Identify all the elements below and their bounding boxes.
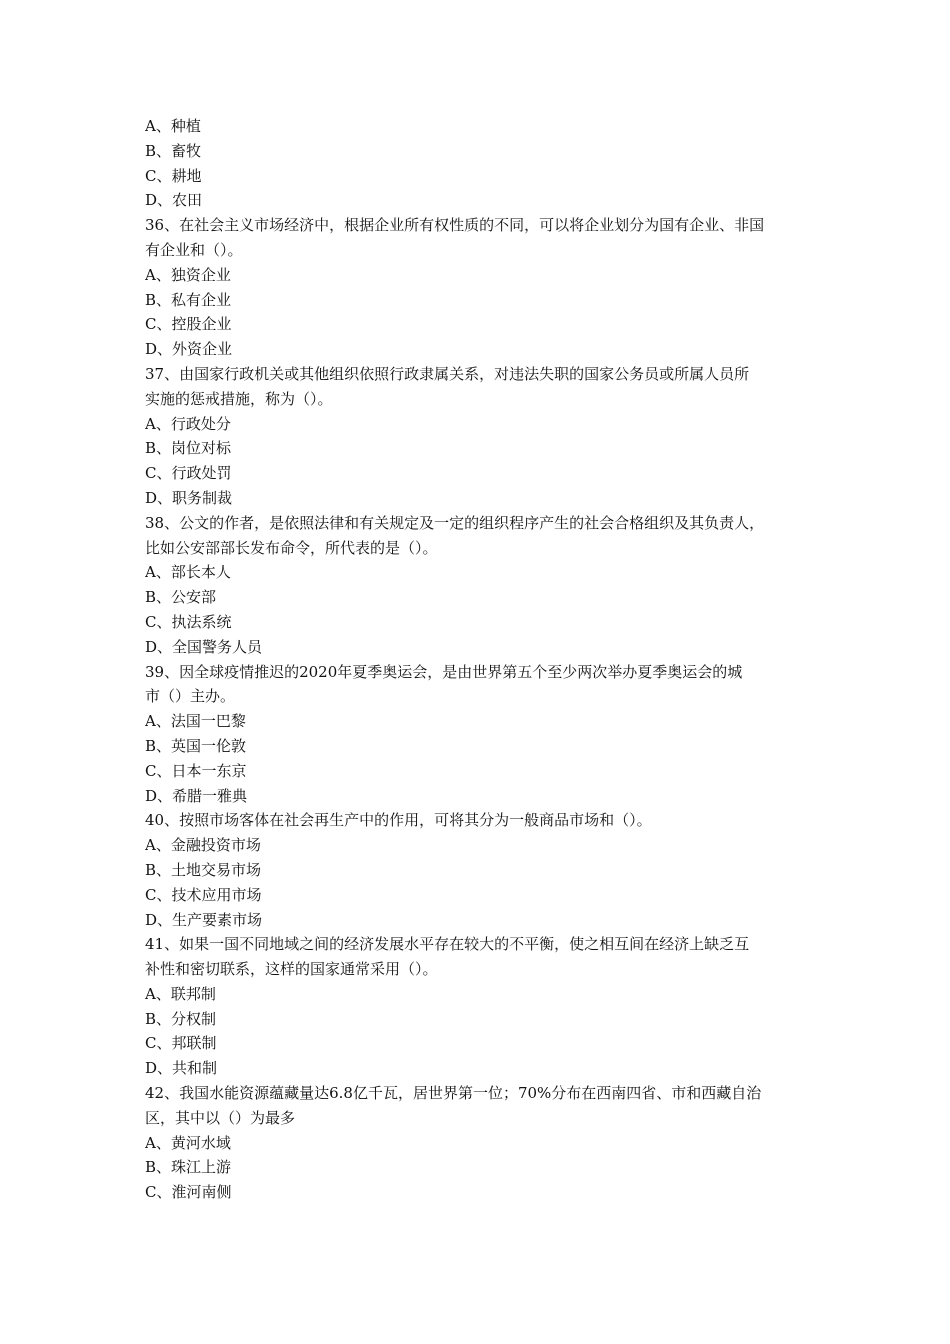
option-d: D、外资企业 [145, 340, 233, 359]
option-b: B、岗位对标 [145, 439, 232, 458]
option-c: C、淮河南侧 [145, 1183, 232, 1202]
option-c: C、行政处罚 [145, 464, 232, 483]
option-a: A、独资企业 [145, 265, 231, 284]
question-stem: 37、由国家行政机关或其他组织依照行政隶属关系，对违法失职的国家公务员或所属人员所 [145, 364, 750, 383]
question-37 [145, 362, 813, 511]
question-stem: 38、公文的作者，是依照法律和有关规定及一定的组织程序产生的社会合格组织及其负责人， [145, 513, 765, 532]
option-c: C、技术应用市场 [145, 885, 262, 904]
question-stem: 40、按照市场客体在社会再生产中的作用，可将其分为一般商品市场和（）。 [145, 811, 652, 830]
option-a: A、联邦制 [145, 984, 216, 1003]
option-d: D、共和制 [145, 1059, 218, 1078]
question-35-partial [145, 114, 813, 213]
question-38 [145, 511, 813, 660]
option-a: A、部长本人 [145, 563, 231, 582]
option-b: B、珠江上游 [145, 1158, 232, 1177]
question-stem: 区，其中以（）为最多 [145, 1108, 296, 1127]
option-d: D、农田 [145, 191, 203, 210]
question-stem: 39、因全球疫情推迟的2020年夏季奥运会，是由世界第五个至少两次举办夏季奥运会的城 [145, 662, 743, 681]
question-41 [145, 932, 813, 1081]
document-page [145, 114, 813, 1205]
option-d: D、生产要素市场 [145, 910, 263, 929]
option-a: A、黄河水域 [145, 1133, 231, 1152]
option-d: D、希腊一雅典 [145, 786, 248, 805]
question-42 [145, 1081, 813, 1205]
option-a: A、金融投资市场 [145, 836, 261, 855]
question-stem: 补性和密切联系，这样的国家通常采用（）。 [145, 960, 438, 979]
option-b: B、公安部 [145, 588, 217, 607]
option-b: B、土地交易市场 [145, 860, 262, 879]
question-stem: 36、在社会主义市场经济中，根据企业所有权性质的不同，可以将企业划分为国有企业、非国 [145, 216, 765, 235]
option-c: C、邦联制 [145, 1034, 217, 1053]
option-a: A、法国一巴黎 [145, 712, 246, 731]
question-stem: 有企业和（）。 [145, 240, 243, 259]
option-c: C、控股企业 [145, 315, 232, 334]
option-a: A、行政处分 [145, 414, 231, 433]
option-a: A、种植 [145, 117, 201, 135]
question-39 [145, 660, 813, 809]
question-stem: 比如公安部部长发布命令，所代表的是（）。 [145, 538, 438, 557]
question-36 [145, 213, 813, 362]
option-b: B、分权制 [145, 1009, 217, 1028]
question-stem: 41、如果一国不同地域之间的经济发展水平存在较大的不平衡，使之相互间在经济上缺乏互 [145, 935, 750, 954]
option-b: B、私有企业 [145, 290, 232, 309]
question-stem: 42、我国水能资源蕴藏量达6.8亿千瓦，居世界第一位；70%分布在西南四省、市和西藏自治 [145, 1084, 762, 1103]
option-c: C、日本一东京 [145, 761, 247, 780]
option-b: B、英国一伦敦 [145, 736, 247, 755]
question-stem: 实施的惩戒措施，称为（）。 [145, 389, 333, 408]
option-d: D、职务制裁 [145, 488, 233, 507]
option-d: D、全国警务人员 [145, 637, 263, 656]
option-c: C、耕地 [145, 166, 202, 185]
option-b: B、畜牧 [145, 141, 202, 160]
question-40 [145, 808, 813, 932]
question-stem: 市（）主办。 [145, 687, 236, 706]
option-c: C、执法系统 [145, 612, 232, 631]
